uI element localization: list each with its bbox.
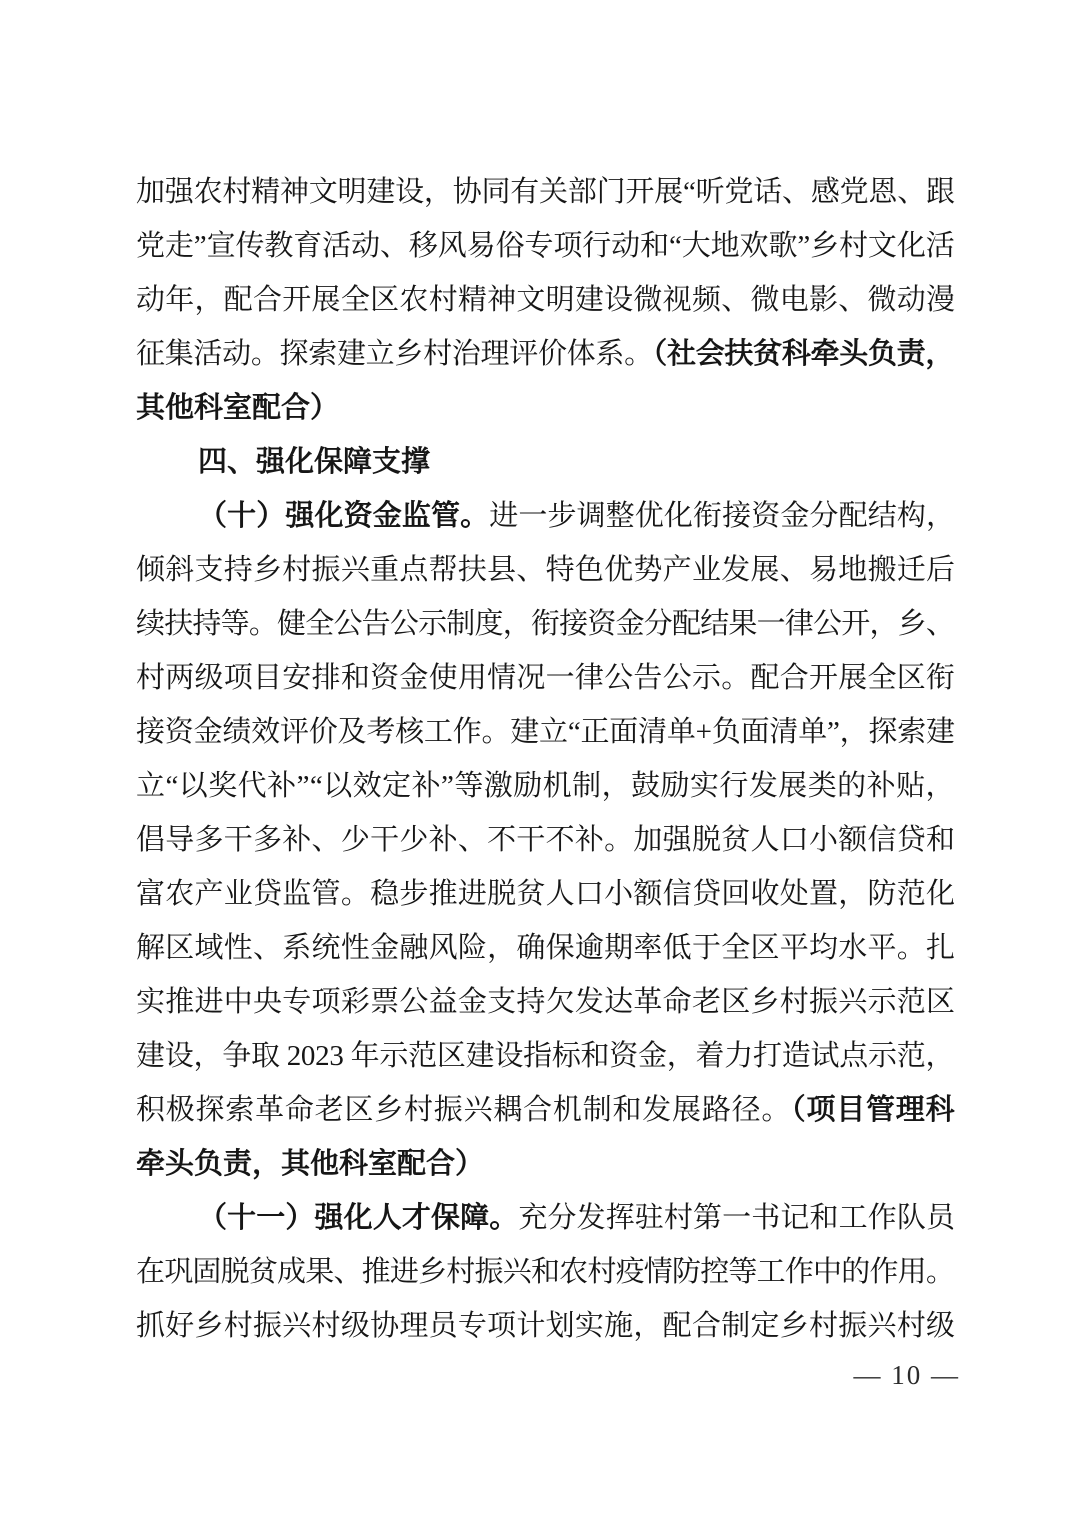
text-line-18	[136, 1083, 955, 1137]
text-line-content	[136, 219, 955, 273]
text-line-19	[136, 1137, 955, 1191]
text-line-content	[136, 921, 955, 975]
text-segment: 解区域性、系统性金融风险，确保逾期率低于全区平均水平。扎	[136, 932, 956, 964]
text-line-4	[136, 327, 955, 381]
text-line-8	[136, 543, 955, 597]
text-line-content	[136, 1137, 484, 1191]
text-line-7	[136, 489, 955, 543]
text-line-content	[136, 975, 955, 1029]
text-segment: 抓好乡村振兴村级协理员专项计划实施，配合制定乡村振兴村级	[136, 1310, 956, 1342]
text-line-content	[136, 273, 955, 327]
text-segment: 倡导多干多补、少干少补、不干不补。加强脱贫人口小额信贷和	[136, 824, 956, 856]
text-line-content	[136, 597, 954, 651]
text-line-content	[198, 435, 430, 489]
text-line-21	[136, 1245, 955, 1299]
text-segment: 征集活动。探索建立乡村治理评价体系。	[136, 338, 653, 370]
bold-text-segment: （十一）强化人才保障。	[198, 1202, 519, 1234]
text-segment: 富农产业贷监管。稳步推进脱贫人口小额信贷回收处置，防范化	[136, 878, 956, 910]
bold-text-segment: （项目管理科	[791, 1094, 956, 1126]
text-line-10	[136, 651, 955, 705]
text-line-15	[136, 921, 955, 975]
document-body	[136, 165, 955, 1353]
text-line-1	[136, 165, 955, 219]
bold-text-segment: （社会扶贫科牵头负责，	[652, 338, 955, 370]
text-line-22	[136, 1299, 955, 1353]
text-line-content	[136, 813, 955, 867]
text-line-content	[136, 1299, 955, 1353]
text-segment: 实推进中央专项彩票公益金支持欠发达革命老区乡村振兴示范区	[136, 986, 956, 1018]
text-line-content	[136, 867, 955, 921]
text-segment: 党走”宣传教育活动、移风易俗专项行动和“大地欢歌”乡村文化活	[136, 230, 955, 262]
text-line-content	[136, 651, 955, 705]
text-line-content	[136, 1245, 954, 1299]
text-line-content	[136, 1083, 955, 1137]
bold-text-segment: 四、强化保障支撑	[198, 446, 431, 478]
text-line-11	[136, 705, 955, 759]
text-segment: 建设，争取 2023 年示范区建设指标和资金，着力打造试点示范，	[136, 1040, 955, 1072]
text-line-content	[136, 759, 955, 813]
text-line-9	[136, 597, 955, 651]
text-segment: 村两级项目安排和资金使用情况一律公告公示。配合开展全区衔	[136, 662, 956, 694]
text-line-17	[136, 1029, 955, 1083]
text-line-14	[136, 867, 955, 921]
bold-text-segment: （十）强化资金监管。	[198, 500, 490, 532]
text-segment: 进一步调整优化衔接资金分配结构，	[489, 500, 956, 532]
text-line-3	[136, 273, 955, 327]
text-line-2	[136, 219, 955, 273]
text-line-16	[136, 975, 955, 1029]
text-line-content	[136, 165, 955, 219]
text-segment: 动年，配合开展全区农村精神文明建设微视频、微电影、微动漫	[136, 284, 956, 316]
bold-text-segment: 其他科室配合）	[136, 392, 340, 424]
text-line-content	[198, 1191, 955, 1245]
text-segment: 倾斜支持乡村振兴重点帮扶县、特色优势产业发展、易地搬迁后	[136, 554, 956, 586]
text-line-content	[136, 705, 955, 759]
page-number: — 10 —	[853, 1360, 960, 1390]
text-line-content	[136, 327, 954, 381]
text-segment: 加强农村精神文明建设，协同有关部门开展“听党话、感党恩、跟	[136, 176, 955, 208]
text-segment: 接资金绩效评价及考核工作。建立“正面清单+负面清单”，探索建	[136, 716, 955, 748]
text-line-6	[136, 435, 955, 489]
text-line-content	[198, 489, 955, 543]
text-segment: 续扶持等。健全公告公示制度，衔接资金分配结果一律公开，乡、	[136, 608, 955, 640]
text-line-12	[136, 759, 955, 813]
text-segment: 充分发挥驻村第一书记和工作队员	[518, 1202, 956, 1234]
text-segment: 在巩固脱贫成果、推进乡村振兴和农村疫情防控等工作中的作用。	[136, 1256, 955, 1288]
text-line-content	[136, 1029, 954, 1083]
text-line-content	[136, 543, 955, 597]
text-line-content	[136, 381, 339, 435]
text-segment: 积极探索革命老区乡村振兴耦合机制和发展路径。	[136, 1094, 792, 1126]
text-line-5	[136, 381, 955, 435]
text-line-20	[136, 1191, 955, 1245]
bold-text-segment: 牵头负责，其他科室配合）	[136, 1148, 485, 1180]
text-segment: 立“以奖代补”“以效定补”等激励机制，鼓励实行发展类的补贴，	[136, 770, 955, 802]
text-line-13	[136, 813, 955, 867]
